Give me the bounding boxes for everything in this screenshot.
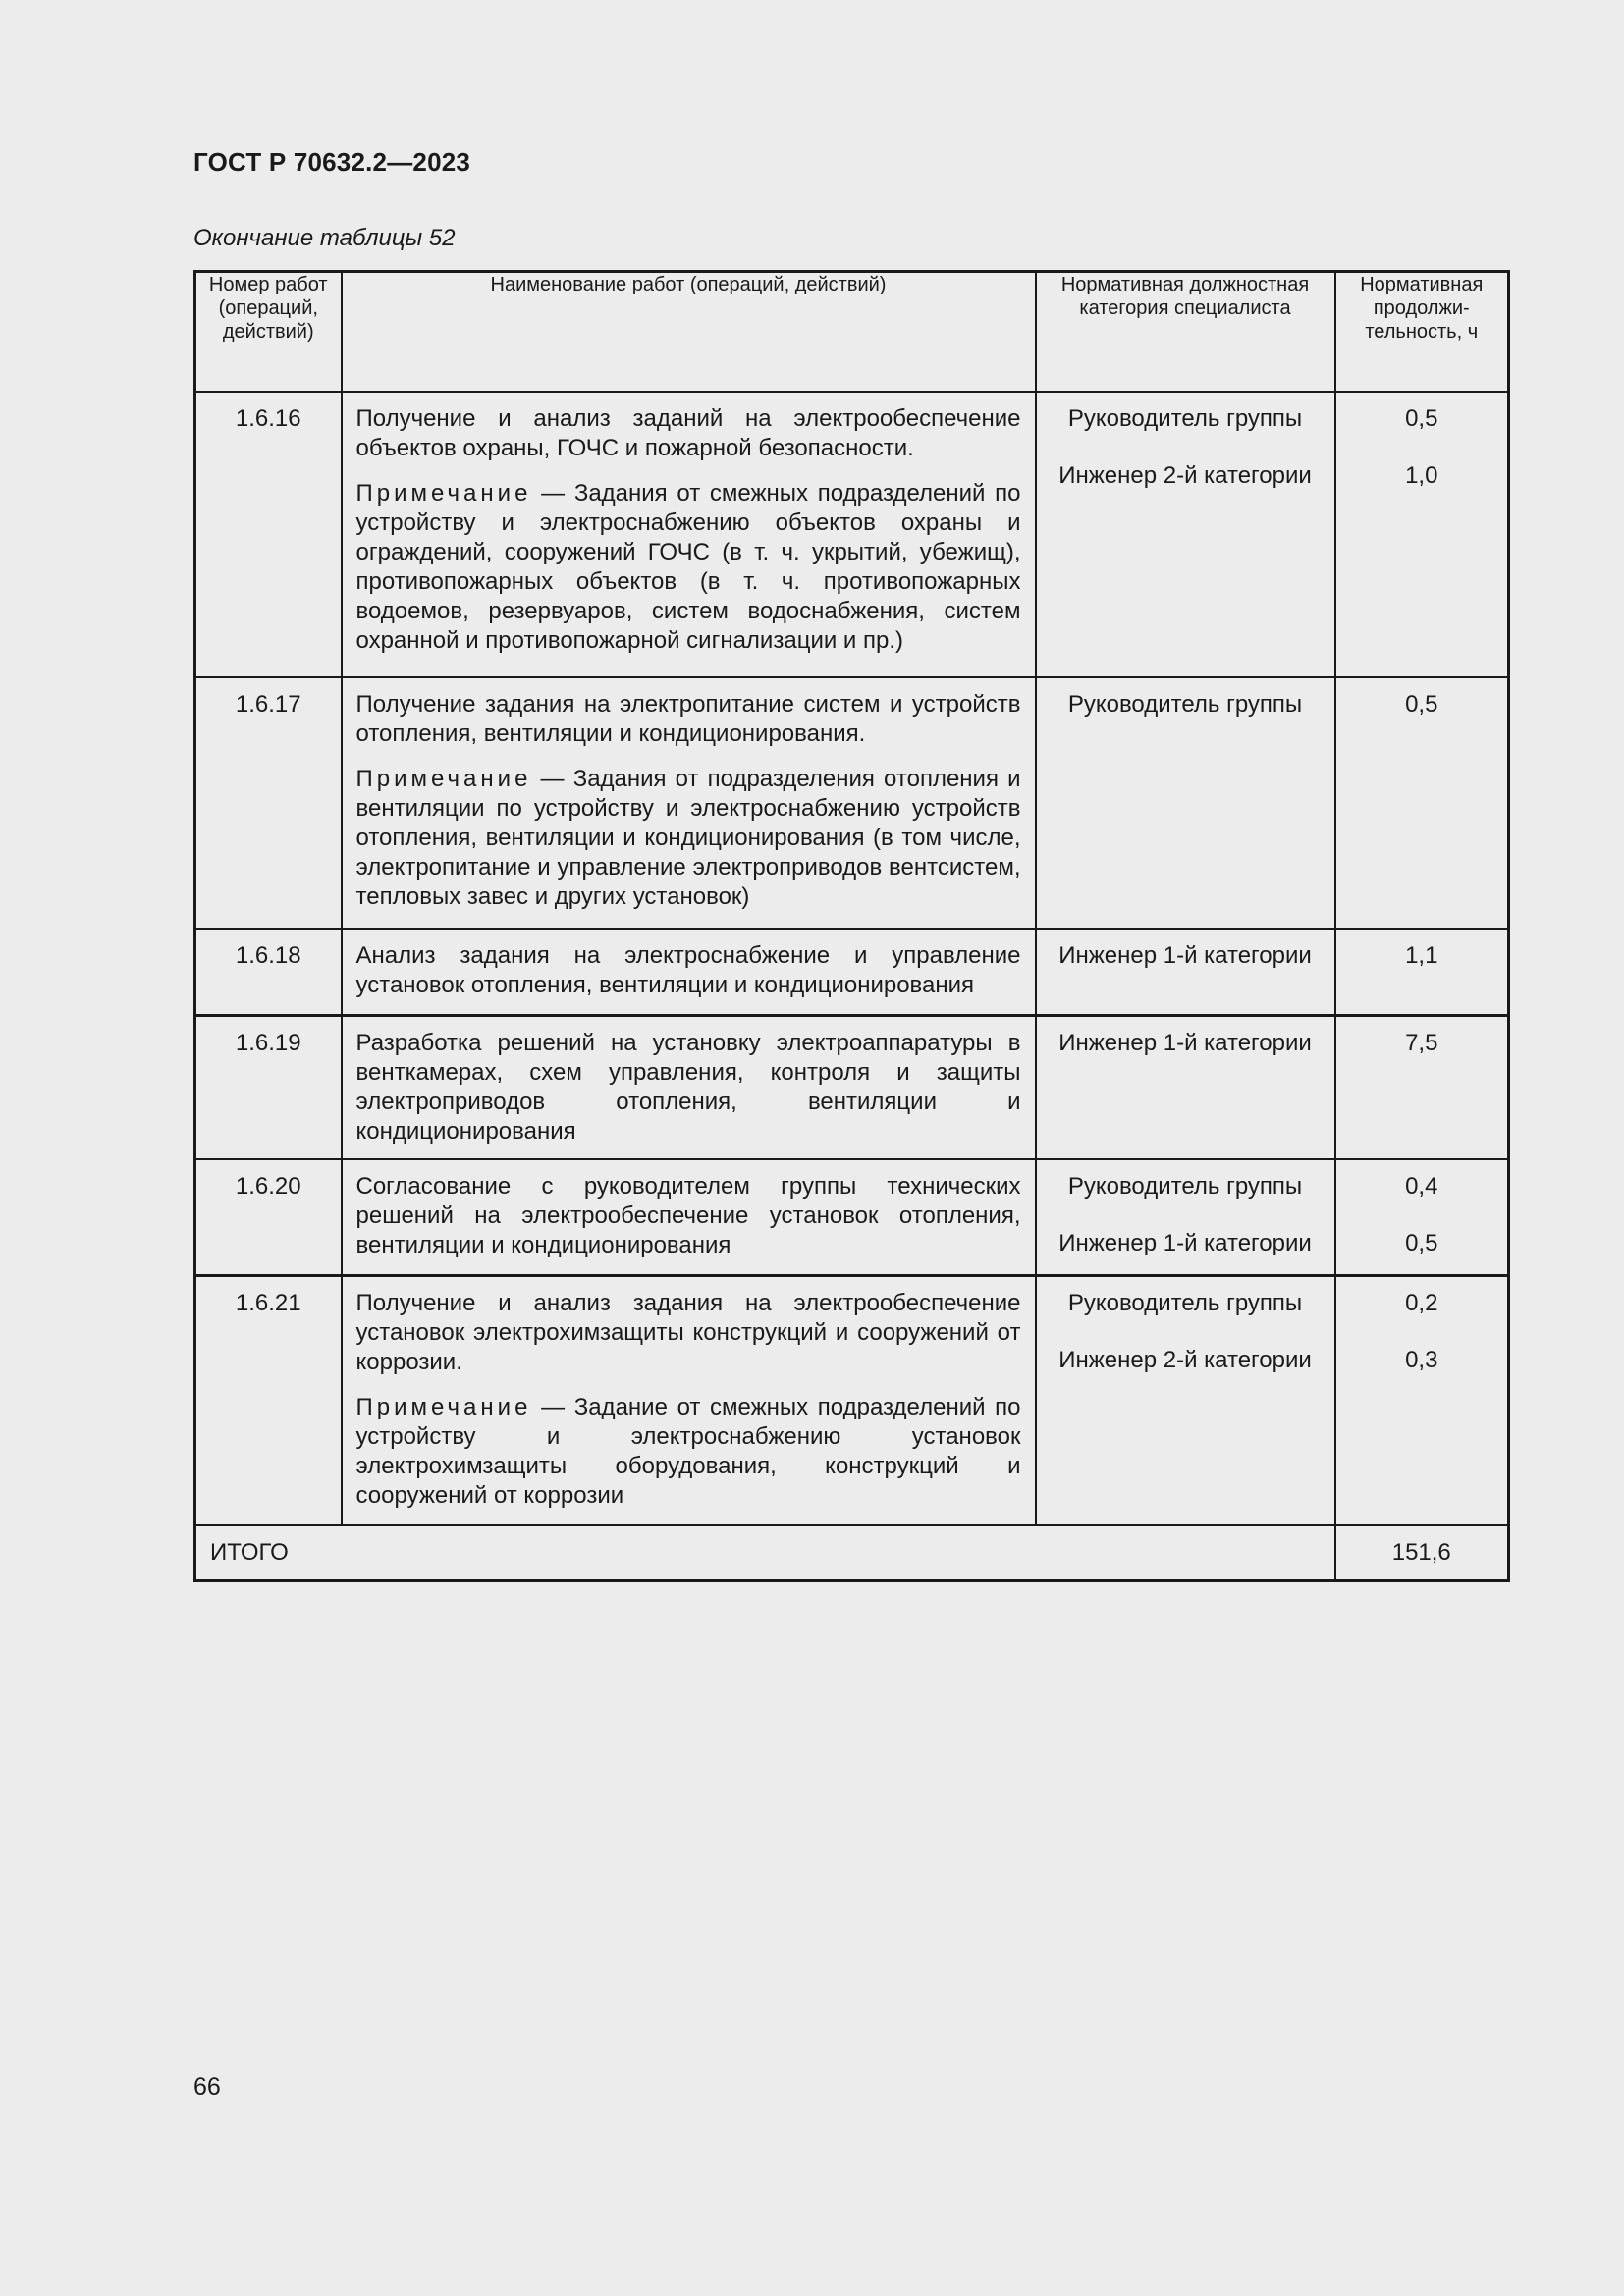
duration-item: 0,4 — [1405, 1173, 1438, 1200]
row-work-name — [342, 1159, 1036, 1275]
duration-item: 0,5 — [1405, 405, 1438, 432]
document-code: ГОСТ Р 70632.2—2023 — [193, 147, 471, 177]
table-row — [195, 392, 1509, 677]
work-description: Получение и анализ заданий на электрообеспечение объектов охраны, ГОЧС и пожарной безопасности. — [355, 405, 1021, 461]
note-text: — Задания от смежных подразделений по устройству и электроснабжению объектов охраны и ограждений, сооружений ГОЧС (в т. ч. укрытий, убежищ), противопожарных объектов (в т. ч. противопожарных водоемов, резервуаров, систем водоснабжения, систем охранной и противопожарной сигнализации и пр.) — [355, 480, 1021, 654]
header-duration: Нормативная продолжи-тельность, ч — [1335, 272, 1509, 393]
work-description: Получение задания на электропитание систем и устройств отопления, вентиляции и кондиционирования. — [355, 691, 1021, 747]
row-categories — [1036, 1015, 1335, 1159]
row-number: 1.6.18 — [195, 929, 342, 1015]
table-row — [195, 677, 1509, 929]
category-item: Руководитель группы — [1067, 405, 1303, 432]
duration-item: 0,3 — [1405, 1346, 1438, 1373]
duration-item: 7,5 — [1405, 1029, 1438, 1056]
total-value: 151,6 — [1335, 1525, 1509, 1581]
total-row — [195, 1525, 1509, 1581]
work-description: Разработка решений на установку электроаппаратуры в венткамерах, схем управления, контроля и защиты электроприводов отопления, вентиляции и кондиционирования — [355, 1029, 1021, 1145]
table-row — [195, 1015, 1509, 1159]
row-work-name — [342, 392, 1036, 677]
duration-item: 1,0 — [1405, 462, 1438, 489]
row-number: 1.6.19 — [195, 1015, 342, 1159]
category-item: Инженер 2-й категории — [1058, 1346, 1312, 1373]
work-description: Получение и анализ задания на электрообеспечение установок электрохимзащиты конструкций и сооружений от коррозии. — [355, 1289, 1021, 1375]
category-item: Инженер 1-й категории — [1058, 1230, 1312, 1256]
category-item: Инженер 2-й категории — [1058, 462, 1312, 489]
work-description: Согласование с руководителем группы технических решений на электрообеспечение установок отопления, вентиляции и кондиционирования — [355, 1173, 1021, 1258]
row-durations — [1335, 677, 1509, 929]
row-categories — [1036, 677, 1335, 929]
work-note — [356, 765, 1021, 912]
duration-item: 0,5 — [1405, 691, 1438, 718]
table-header-row — [195, 272, 1509, 393]
note-label: Примечание — [355, 766, 532, 792]
row-categories — [1036, 392, 1335, 677]
header-category: Нормативная должностная категория специалиста — [1036, 272, 1335, 393]
total-label: ИТОГО — [195, 1525, 1335, 1581]
row-number: 1.6.16 — [195, 392, 342, 677]
row-categories — [1036, 1159, 1335, 1275]
work-description: Анализ задания на электроснабжение и управление установок отопления, вентиляции и кондиционирования — [355, 942, 1021, 998]
row-work-name — [342, 929, 1036, 1015]
table-row — [195, 1275, 1509, 1525]
row-categories — [1036, 929, 1335, 1015]
work-note — [356, 1393, 1021, 1511]
row-work-name — [342, 1275, 1036, 1525]
note-label: Примечание — [355, 1393, 532, 1420]
category-item: Руководитель группы — [1067, 1289, 1303, 1316]
row-durations — [1335, 1275, 1509, 1525]
row-number: 1.6.21 — [195, 1275, 342, 1525]
work-norms-table — [193, 270, 1510, 1582]
note-text: — Задание от смежных подразделений по устройству и электроснабжению установок электрохимзащиты оборудования, конструкций и сооружений от коррозии — [355, 1393, 1021, 1509]
category-item: Руководитель группы — [1067, 1173, 1303, 1200]
note-text: — Задания от подразделения отопления и вентиляции по устройству и электроснабжению устройств отопления, вентиляции и кондиционирования (в том числе, электропитание и управление электроприводов вентсистем, тепловых завес и других установок) — [355, 766, 1021, 910]
header-number: Номер работ (операций, действий) — [195, 272, 342, 393]
category-item: Инженер 1-й категории — [1058, 1029, 1312, 1056]
row-durations — [1335, 1015, 1509, 1159]
row-durations — [1335, 1159, 1509, 1275]
category-item: Руководитель группы — [1067, 691, 1303, 718]
row-number: 1.6.20 — [195, 1159, 342, 1275]
note-label: Примечание — [355, 480, 532, 507]
duration-item: 0,2 — [1405, 1289, 1438, 1316]
page-number: 66 — [193, 2073, 221, 2101]
header-name: Наименование работ (операций, действий) — [342, 272, 1036, 393]
table-row — [195, 929, 1509, 1015]
row-durations — [1335, 929, 1509, 1015]
table-row — [195, 1159, 1509, 1275]
row-categories — [1036, 1275, 1335, 1525]
row-work-name — [342, 677, 1036, 929]
row-number: 1.6.17 — [195, 677, 342, 929]
duration-item: 1,1 — [1405, 942, 1438, 969]
duration-item: 0,5 — [1405, 1230, 1438, 1256]
table-caption: Окончание таблицы 52 — [193, 225, 456, 251]
category-item: Инженер 1-й категории — [1058, 942, 1312, 969]
row-durations — [1335, 392, 1509, 677]
work-note — [356, 479, 1021, 656]
row-work-name — [342, 1015, 1036, 1159]
